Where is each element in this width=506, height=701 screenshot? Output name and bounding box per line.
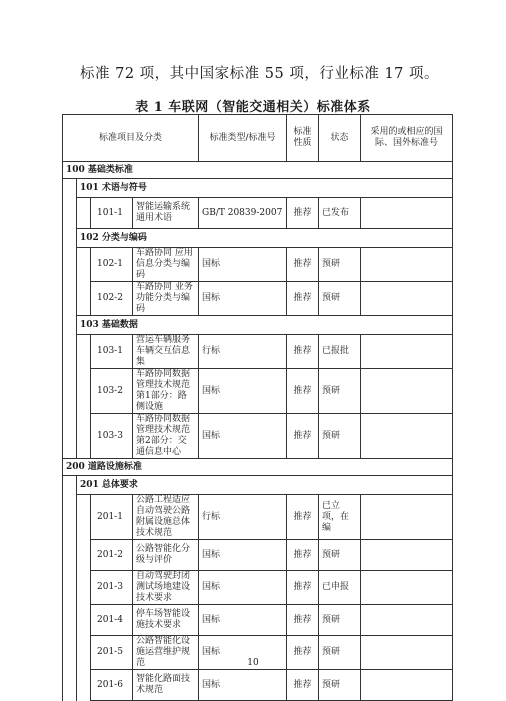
table-caption: 表 1 车联网（智能交通相关）标准体系: [135, 100, 371, 115]
indent-cell: [63, 605, 77, 636]
item-name: 公路智能化分级与评价: [133, 540, 199, 571]
indent-cell: [77, 540, 91, 571]
item-code: 101-1: [91, 198, 133, 229]
header-status: 状态: [319, 115, 361, 162]
item-type: GB/T 20839-2007: [199, 198, 287, 229]
table-row: [63, 248, 453, 282]
item-adopted: [361, 605, 453, 636]
table-row: [63, 335, 453, 369]
group-title: 101 术语与符号: [77, 179, 453, 198]
item-status: 预研: [319, 248, 361, 282]
item-nature: 推荐: [287, 198, 319, 229]
item-code: 102-1: [91, 248, 133, 282]
header-nature: 标准性质: [287, 115, 319, 162]
item-code: 201-2: [91, 540, 133, 571]
header-item: 标准项目及分类: [63, 115, 199, 162]
item-nature: 推荐: [287, 670, 319, 701]
item-code: 103-1: [91, 335, 133, 369]
table-row: [63, 540, 453, 571]
standards-table: [62, 114, 453, 701]
item-code: 102-2: [91, 282, 133, 316]
indent-cell: [63, 229, 77, 248]
group-title: 102 分类与编码: [77, 229, 453, 248]
item-status: 预研: [319, 540, 361, 571]
item-code: 201-4: [91, 605, 133, 636]
indent-cell: [77, 495, 91, 540]
indent-cell: [63, 571, 77, 605]
indent-cell: [63, 476, 77, 495]
item-nature: 推荐: [287, 571, 319, 605]
item-nature: 推荐: [287, 282, 319, 316]
table-row: [63, 369, 453, 414]
indent-cell: [77, 605, 91, 636]
item-nature: 推荐: [287, 369, 319, 414]
item-type: 国标: [199, 670, 287, 701]
intro-text: 标准 72 项，其中国家标准 55 项，行业标准 17 项。: [80, 66, 440, 82]
section-row: [63, 162, 453, 179]
table-body: [63, 162, 453, 701]
item-adopted: [361, 670, 453, 701]
indent-cell: [63, 316, 77, 335]
table-header-row: [63, 115, 453, 162]
item-status: 预研: [319, 369, 361, 414]
header-type: 标准类型/标准号: [199, 115, 287, 162]
item-status: 预研: [319, 605, 361, 636]
section-title: 100 基础类标准: [63, 162, 453, 179]
table-row: [63, 605, 453, 636]
item-code: 201-6: [91, 670, 133, 701]
section-title: 200 道路设施标准: [63, 459, 453, 476]
item-name: 智能化路面技术规范: [133, 670, 199, 701]
section-row: [63, 459, 453, 476]
group-row: [63, 179, 453, 198]
indent-cell: [63, 198, 77, 229]
indent-cell: [63, 248, 77, 282]
table-row: [63, 495, 453, 540]
item-type: 国标: [199, 605, 287, 636]
group-title: 201 总体要求: [77, 476, 453, 495]
item-type: 国标: [199, 636, 287, 670]
item-nature: 推荐: [287, 248, 319, 282]
item-type: 国标: [199, 282, 287, 316]
item-type: 行标: [199, 335, 287, 369]
group-row: [63, 316, 453, 335]
item-status: 已申报: [319, 571, 361, 605]
indent-cell: [77, 335, 91, 369]
item-type: 国标: [199, 414, 287, 459]
item-nature: 推荐: [287, 495, 319, 540]
item-type: 国标: [199, 369, 287, 414]
indent-cell: [77, 198, 91, 229]
group-row: [63, 476, 453, 495]
indent-cell: [77, 414, 91, 459]
item-status: 预研: [319, 636, 361, 670]
table-row: [63, 414, 453, 459]
indent-cell: [63, 540, 77, 571]
item-status: 预研: [319, 670, 361, 701]
item-status: 预研: [319, 414, 361, 459]
item-code: 201-3: [91, 571, 133, 605]
indent-cell: [63, 282, 77, 316]
item-name: 智能运输系统 通用术语: [133, 198, 199, 229]
item-name: 营运车辆服务 车辆交互信息集: [133, 335, 199, 369]
item-code: 201-5: [91, 636, 133, 670]
indent-cell: [63, 670, 77, 701]
item-name: 公路智能化设施运营维护规范: [133, 636, 199, 670]
item-adopted: [361, 335, 453, 369]
item-status: 已报批: [319, 335, 361, 369]
item-nature: 推荐: [287, 636, 319, 670]
item-status: 已发布: [319, 198, 361, 229]
page-number: 10: [247, 658, 259, 668]
item-name: 车路协同数据管理技术规范 第1部分：路侧设施: [133, 369, 199, 414]
indent-cell: [77, 248, 91, 282]
item-adopted: [361, 198, 453, 229]
item-name: 车路协同 应用信息分类与编码: [133, 248, 199, 282]
item-adopted: [361, 369, 453, 414]
item-code: 103-2: [91, 369, 133, 414]
indent-cell: [77, 670, 91, 701]
indent-cell: [63, 335, 77, 369]
item-type: 国标: [199, 248, 287, 282]
item-adopted: [361, 282, 453, 316]
item-nature: 推荐: [287, 540, 319, 571]
item-name: 车路协同数据管理技术规范 第2部分：交通信息中心: [133, 414, 199, 459]
indent-cell: [77, 571, 91, 605]
indent-cell: [63, 179, 77, 198]
item-code: 201-1: [91, 495, 133, 540]
indent-cell: [63, 495, 77, 540]
item-adopted: [361, 495, 453, 540]
item-nature: 推荐: [287, 605, 319, 636]
item-nature: 推荐: [287, 414, 319, 459]
item-name: 车路协同 业务功能分类与编码: [133, 282, 199, 316]
item-status: 预研: [319, 282, 361, 316]
table-row: [63, 198, 453, 229]
item-status: 已立项，在编: [319, 495, 361, 540]
item-type: 行标: [199, 495, 287, 540]
item-adopted: [361, 248, 453, 282]
item-type: 国标: [199, 571, 287, 605]
table-row: [63, 282, 453, 316]
table-row: [63, 670, 453, 701]
item-adopted: [361, 540, 453, 571]
item-code: 103-3: [91, 414, 133, 459]
item-adopted: [361, 571, 453, 605]
indent-cell: [77, 282, 91, 316]
item-name: 停车场智能设施技术要求: [133, 605, 199, 636]
item-name: 公路工程适应自动驾驶公路附属设施总体技术规范: [133, 495, 199, 540]
indent-cell: [63, 369, 77, 414]
item-nature: 推荐: [287, 335, 319, 369]
group-title: 103 基础数据: [77, 316, 453, 335]
group-row: [63, 229, 453, 248]
header-adopted: 采用的或相应的国际、国外标准号: [361, 115, 453, 162]
indent-cell: [77, 369, 91, 414]
indent-cell: [63, 414, 77, 459]
table-row: [63, 571, 453, 605]
item-type: 国标: [199, 540, 287, 571]
item-name: 自动驾驶封闭测试场地建设技术要求: [133, 571, 199, 605]
item-adopted: [361, 414, 453, 459]
